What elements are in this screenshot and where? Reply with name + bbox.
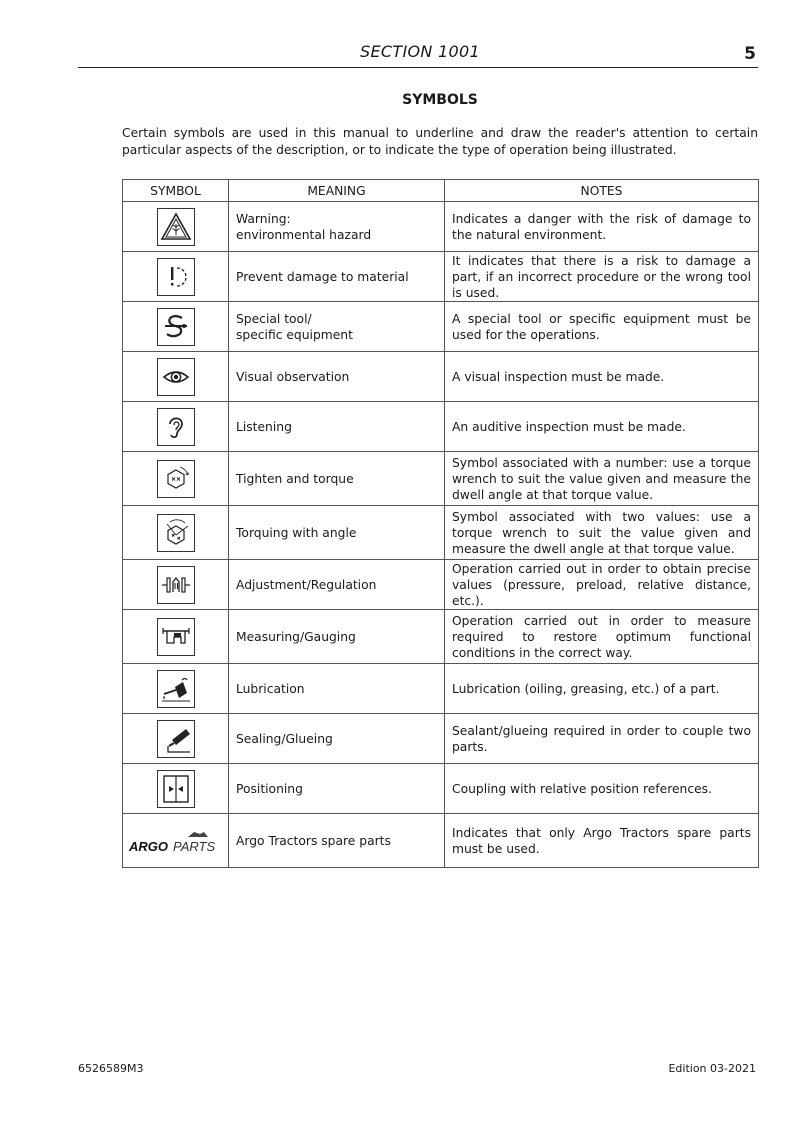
notes-cell: An auditive inspection must be made. [445, 402, 759, 452]
meaning-line: specific equipment [236, 327, 353, 342]
section-heading: SYMBOLS [402, 92, 478, 108]
oil-can-icon [157, 670, 195, 708]
meaning-line: Sealing/Glueing [236, 731, 333, 746]
edition-label: Edition 03-2021 [668, 1062, 756, 1075]
environmental-hazard-icon [157, 208, 195, 246]
table-header-row [123, 180, 759, 202]
meaning-line: Prevent damage to material [236, 269, 409, 284]
table-row [123, 506, 759, 560]
table-row [123, 560, 759, 610]
meaning-line: Argo Tractors spare parts [236, 833, 391, 848]
table-row [123, 764, 759, 814]
meaning-line: Tighten and torque [236, 471, 354, 486]
meaning-line: Special tool/ [236, 311, 312, 326]
section-title: SECTION 1001 [360, 42, 480, 61]
ear-icon [157, 408, 195, 446]
table-row [123, 714, 759, 764]
logo-suffix: PARTS [172, 838, 215, 854]
meaning-line: Lubrication [236, 681, 305, 696]
notes-cell: A special tool or specific equipment must be used for the operations. [445, 302, 759, 352]
table-row [123, 202, 759, 252]
notes-cell: Indicates that only Argo Tractors spare parts must be used. [445, 814, 759, 868]
notes-cell: Coupling with relative position references. [445, 764, 759, 814]
page-number: 5 [744, 44, 756, 64]
special-tool-icon [157, 308, 195, 346]
logo-mark [188, 832, 208, 837]
table-row [123, 252, 759, 302]
column-header-symbol: SYMBOL [123, 180, 229, 202]
column-header-notes: NOTES [445, 180, 759, 202]
meaning-line: Listening [236, 419, 292, 434]
table-row [123, 452, 759, 506]
sealant-gun-icon [157, 720, 195, 758]
notes-cell: Lubrication (oiling, greasing, etc.) of a part. [445, 664, 759, 714]
damage-material-icon [157, 258, 195, 296]
table-row [123, 402, 759, 452]
notes-cell: Symbol associated with two values: use a torque wrench to suit the value given and measure the dwell angle at that torque value. [445, 506, 759, 560]
intro-paragraph: Certain symbols are used in this manual to underline and draw the reader's attention to certain particular aspects of the description, or to indicate the type of operation being illustrated. [122, 126, 758, 157]
notes-cell: Symbol associated with a number: use a torque wrench to suit the value given and measure the dwell angle at that torque value. [445, 452, 759, 506]
header-rule [78, 67, 758, 68]
notes-cell: It indicates that there is a risk to damage a part, if an incorrect procedure or the wrong tool is used. [445, 252, 759, 302]
meaning-line: Torquing with angle [236, 525, 357, 540]
meaning-line: Adjustment/Regulation [236, 577, 377, 592]
torque-icon [157, 460, 195, 498]
argo-parts-logo [128, 821, 224, 861]
table-row [123, 814, 759, 868]
table-row [123, 610, 759, 664]
table-row [123, 302, 759, 352]
symbols-table [122, 179, 759, 868]
adjustment-icon [157, 566, 195, 604]
torque-angle-icon [157, 514, 195, 552]
table-row [123, 352, 759, 402]
measuring-icon [157, 618, 195, 656]
table-row [123, 664, 759, 714]
notes-cell: Sealant/glueing required in order to couple two parts. [445, 714, 759, 764]
meaning-line: Warning: [236, 211, 291, 226]
notes-cell: Indicates a danger with the risk of damage to the natural environment. [445, 202, 759, 252]
eye-icon [157, 358, 195, 396]
meaning-line: Positioning [236, 781, 303, 796]
logo-brand: ARGO [128, 838, 168, 854]
meaning-line: environmental hazard [236, 227, 372, 242]
meaning-line: Visual observation [236, 369, 350, 384]
positioning-icon [157, 770, 195, 808]
column-header-meaning: MEANING [229, 180, 445, 202]
document-code: 6526589M3 [78, 1062, 144, 1075]
notes-cell: Operation carried out in order to obtain precise values (pressure, preload, relative distance, etc.). [445, 560, 759, 610]
meaning-line: Measuring/Gauging [236, 629, 356, 644]
notes-cell: A visual inspection must be made. [445, 352, 759, 402]
notes-cell: Operation carried out in order to measure required to restore optimum functional conditions in the correct way. [445, 610, 759, 664]
